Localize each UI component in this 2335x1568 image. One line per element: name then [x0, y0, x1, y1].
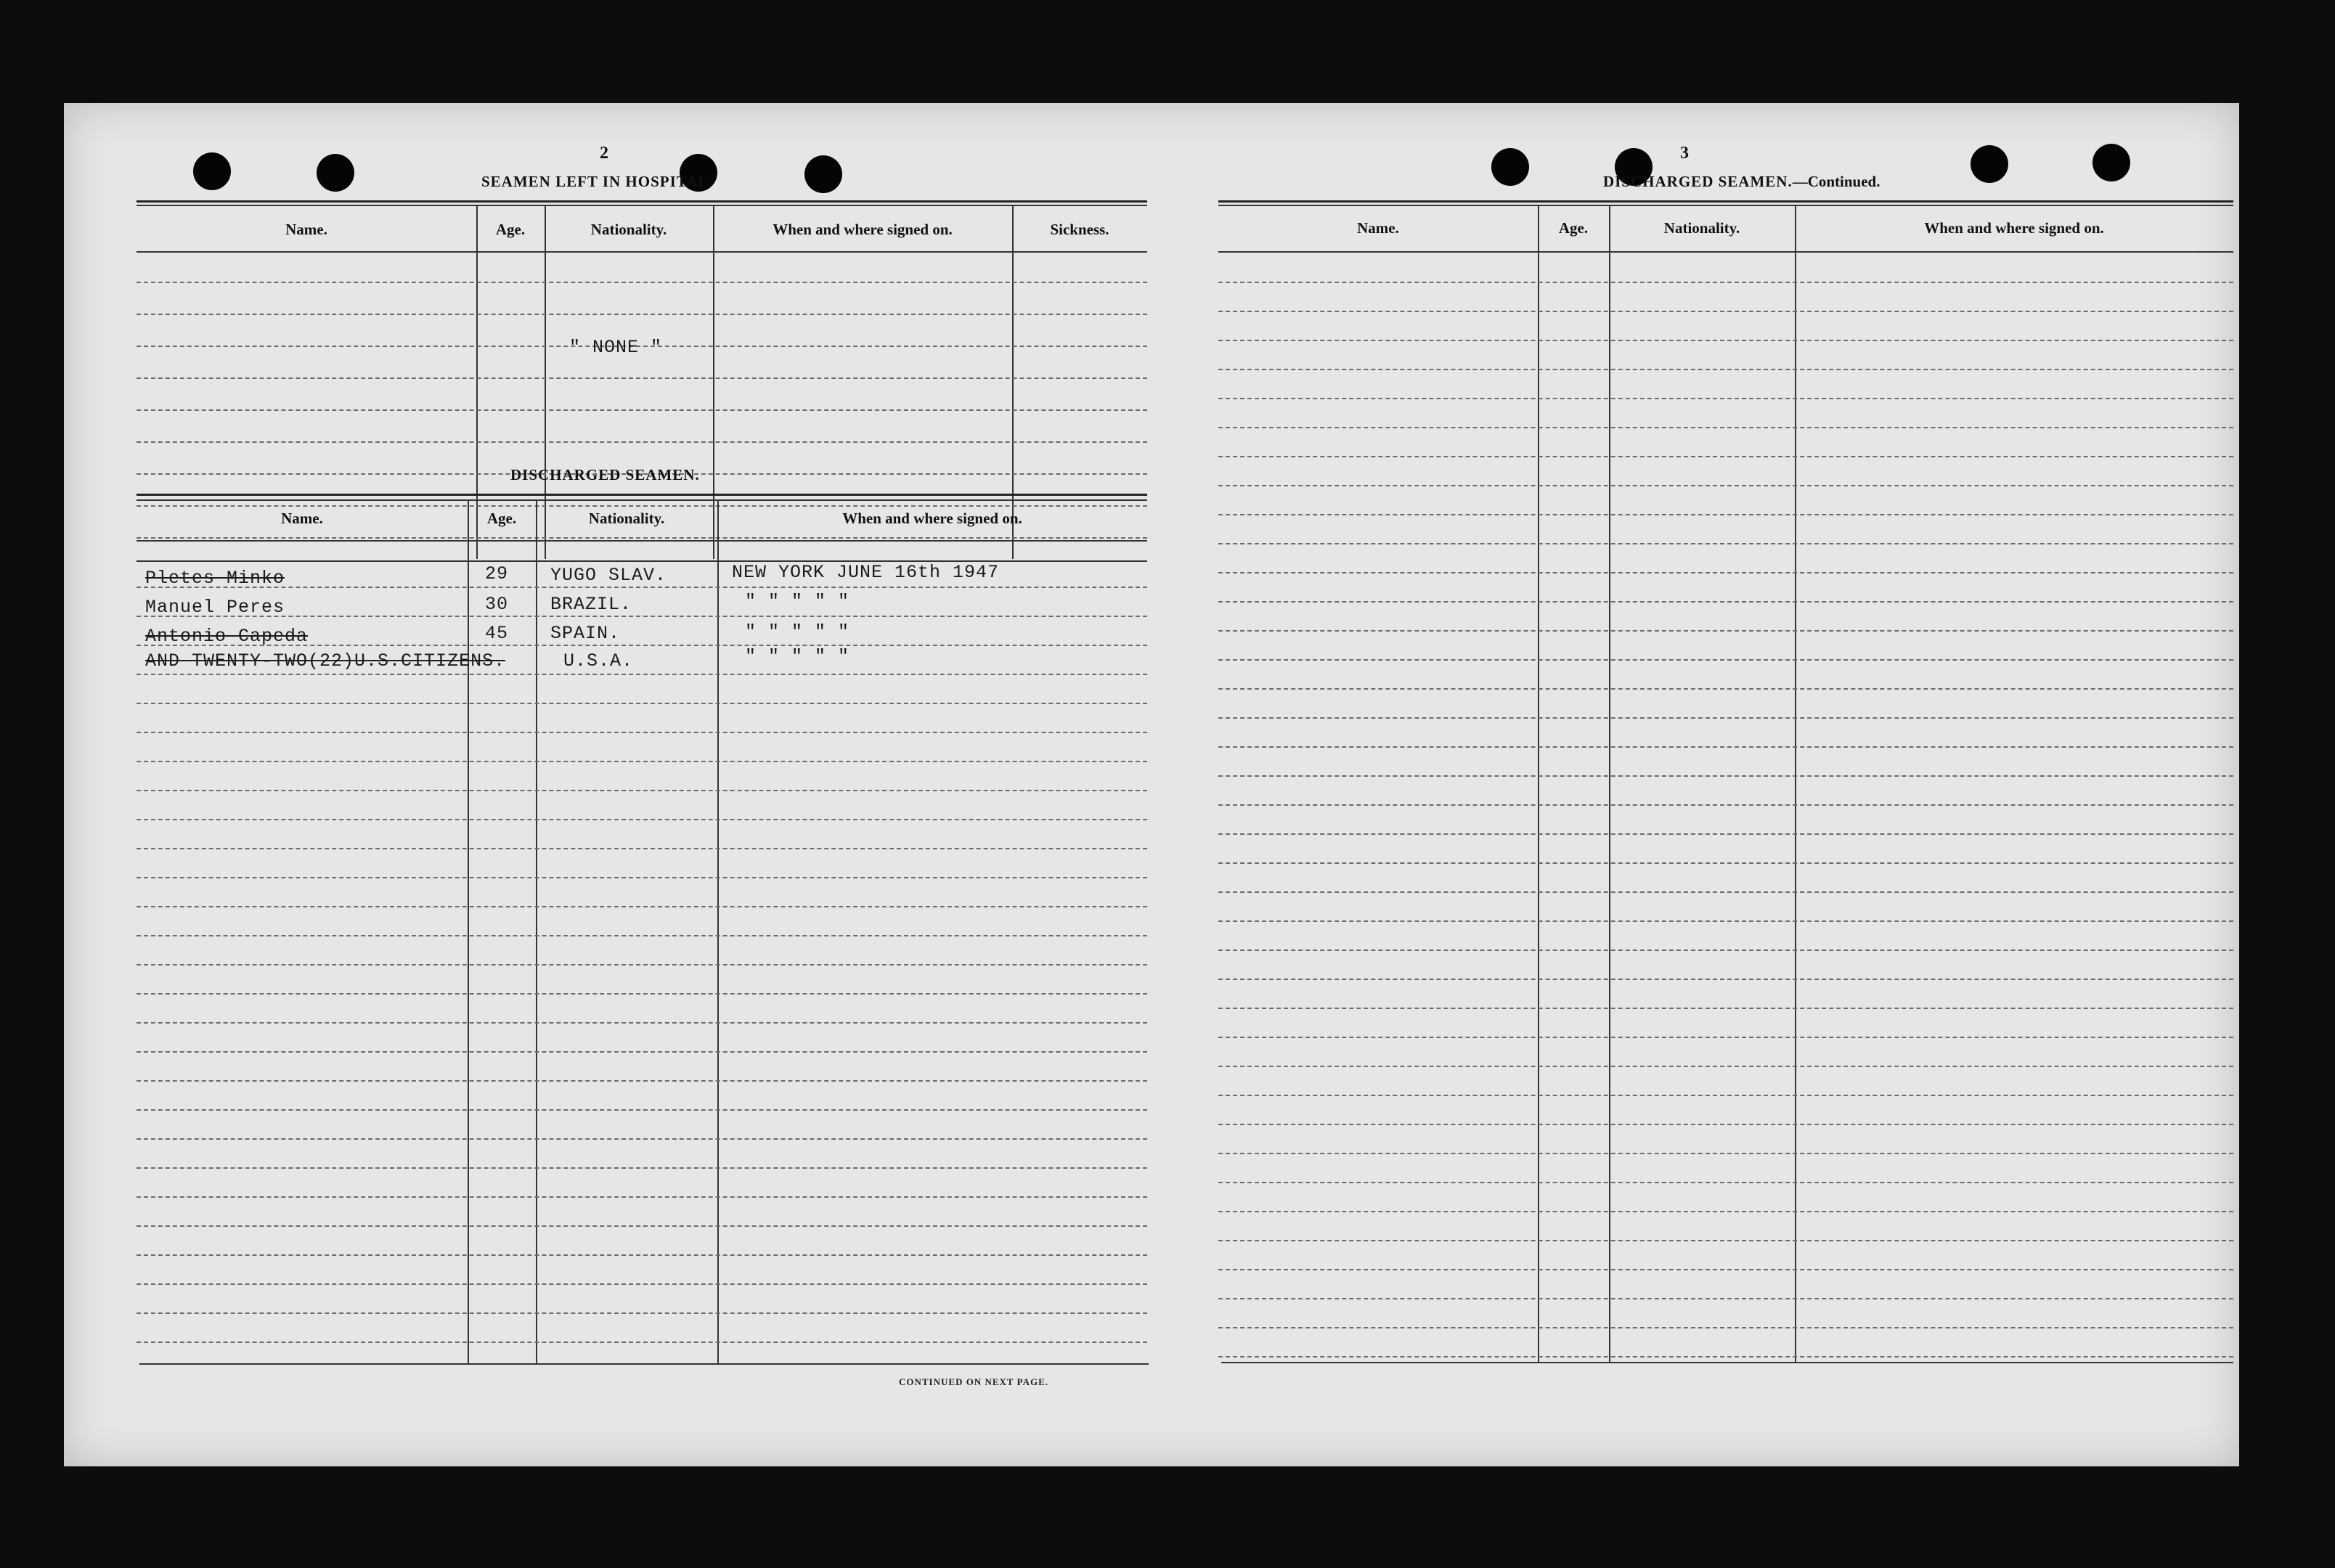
seaman-name: Pletes Minko — [145, 568, 285, 589]
column-header-age: Age. — [1558, 219, 1589, 237]
ruled-line — [136, 761, 1147, 762]
ruled-line — [1218, 427, 2233, 428]
ruled-line — [136, 314, 1147, 315]
signed-on: " " " " " — [745, 621, 850, 642]
column-header-signed-on: When and where signed on. — [842, 510, 1022, 527]
ruled-line — [1218, 1037, 2233, 1038]
ruled-line — [1218, 717, 2233, 719]
ruled-line — [136, 1051, 1147, 1053]
ruled-line — [1218, 398, 2233, 399]
ruled-line — [1218, 340, 2233, 341]
seaman-name: Antonio Capeda — [145, 626, 309, 647]
page-number: 2 — [600, 144, 608, 163]
ruled-line — [1218, 1327, 2233, 1328]
ruled-line — [136, 1196, 1147, 1198]
ruled-line — [1218, 1182, 2233, 1183]
ruled-line — [1218, 1124, 2233, 1125]
ruled-line — [1218, 1269, 2233, 1270]
title-suffix: —Continued. — [1792, 173, 1880, 190]
title-main: DISCHARGED SEAMEN. — [1603, 173, 1793, 190]
seaman-age: 45 — [485, 623, 509, 644]
column-header-age: Age. — [495, 221, 526, 238]
ruled-line — [1218, 979, 2233, 980]
column-header-age: Age. — [486, 510, 517, 527]
ruled-line — [1218, 630, 2233, 632]
ruled-line — [1218, 950, 2233, 951]
seaman-nationality: SPAIN. — [550, 623, 621, 644]
section-title — [1603, 173, 1880, 191]
ruled-line — [136, 616, 1147, 617]
divider — [136, 205, 1147, 206]
column-header-name: Name. — [1357, 219, 1399, 237]
column-header-sickness: Sickness. — [1050, 221, 1109, 238]
ruled-line — [1218, 746, 2233, 748]
ruled-line — [136, 848, 1147, 849]
ruled-line — [1218, 804, 2233, 806]
ruled-line — [136, 703, 1147, 704]
ruled-line — [136, 537, 1147, 539]
ruled-line — [136, 441, 1147, 443]
ruled-line — [136, 1342, 1147, 1343]
ruled-line — [1218, 514, 2233, 515]
ruled-line — [136, 1022, 1147, 1024]
divider — [136, 494, 1147, 496]
ruled-line — [1218, 659, 2233, 661]
column-divider — [1538, 206, 1539, 1362]
page-number: 3 — [1680, 144, 1689, 163]
column-divider — [1609, 206, 1610, 1362]
ruled-line — [136, 877, 1147, 878]
signed-on: NEW YORK JUNE 16th 1947 — [732, 562, 1000, 583]
ruled-line — [1218, 1298, 2233, 1299]
ruled-line — [1218, 369, 2233, 370]
ruled-line — [1218, 485, 2233, 486]
column-header-signed-on: When and where signed on. — [1924, 219, 2104, 237]
ruled-line — [1218, 833, 2233, 835]
column-header-signed-on: When and where signed on. — [773, 221, 953, 238]
ruled-line — [1218, 891, 2233, 893]
ruled-line — [1218, 920, 2233, 922]
seaman-nationality: BRAZIL. — [550, 594, 632, 615]
seaman-age: 30 — [485, 594, 509, 615]
signed-on: " " " " " — [745, 591, 850, 612]
ruled-line — [1218, 543, 2233, 544]
ruled-line — [1218, 601, 2233, 603]
column-divider — [1795, 206, 1796, 1362]
seaman-name: Manuel Peres — [145, 597, 285, 618]
ruled-line — [136, 1167, 1147, 1169]
ruled-line — [136, 906, 1147, 907]
ruled-line — [136, 993, 1147, 995]
ruled-line — [1218, 1211, 2233, 1212]
section-title: DISCHARGED SEAMEN. — [510, 466, 700, 483]
header-rule — [136, 251, 1147, 253]
seaman-nationality: U.S.A. — [563, 650, 634, 671]
bottom-rule — [139, 1363, 1149, 1365]
ruled-line — [136, 732, 1147, 733]
column-header-name: Name. — [281, 510, 323, 527]
seaman-age: 29 — [485, 563, 509, 584]
ruled-line — [136, 505, 1147, 507]
right-page — [1153, 103, 2239, 1466]
column-divider — [717, 501, 719, 1365]
ruled-line — [1218, 1153, 2233, 1154]
ruled-line — [1218, 1008, 2233, 1009]
ruled-line — [1218, 1066, 2233, 1067]
ruled-line — [136, 282, 1147, 283]
column-header-nationality: Nationality. — [588, 510, 665, 527]
ruled-line — [136, 377, 1147, 379]
ruled-line — [1218, 1356, 2233, 1357]
divider — [1218, 200, 2233, 203]
ruled-line — [1218, 1240, 2233, 1241]
column-divider — [536, 501, 537, 1365]
ruled-line — [136, 1109, 1147, 1111]
ruled-line — [136, 1138, 1147, 1140]
ruled-line — [136, 819, 1147, 820]
ruled-line — [136, 790, 1147, 791]
ruled-line — [1218, 282, 2233, 283]
column-header-nationality: Nationality. — [1663, 219, 1740, 237]
divider — [136, 499, 1147, 501]
ruled-line — [136, 935, 1147, 936]
ruled-line — [136, 587, 1147, 588]
column-divider — [468, 501, 469, 1365]
ruled-line — [136, 1283, 1147, 1285]
signed-on: " " " " " — [745, 646, 850, 667]
divider — [1218, 205, 2233, 206]
ruled-line — [1218, 775, 2233, 777]
footer-note: CONTINUED ON NEXT PAGE. — [899, 1376, 1048, 1387]
document-sheet — [64, 103, 2239, 1466]
ruled-line — [136, 1225, 1147, 1227]
ruled-line — [136, 1080, 1147, 1082]
column-header-nationality: Nationality. — [590, 221, 667, 238]
ruled-line — [136, 674, 1147, 675]
ruled-line — [1218, 862, 2233, 864]
ruled-line — [1218, 572, 2233, 573]
ruled-line — [136, 409, 1147, 411]
left-page — [64, 103, 1153, 1466]
ruled-line — [1218, 688, 2233, 690]
ruled-line — [136, 964, 1147, 965]
hospital-entry-none: " NONE " — [569, 337, 663, 358]
ruled-line — [1218, 311, 2233, 312]
divider — [136, 200, 1147, 203]
column-header-name: Name. — [285, 221, 327, 238]
section-title: SEAMEN LEFT IN HOSPITAL. — [481, 173, 714, 190]
ruled-line — [1218, 1095, 2233, 1096]
ruled-line — [1218, 456, 2233, 457]
header-rule — [1218, 251, 2233, 253]
header-rule — [136, 540, 1147, 542]
seaman-nationality: YUGO SLAV. — [550, 565, 667, 586]
ruled-line — [136, 1254, 1147, 1256]
bottom-rule — [1221, 1362, 2233, 1363]
seaman-name: AND TWENTY-TWO(22)U.S.CITIZENS. — [145, 650, 506, 671]
ruled-line — [136, 1312, 1147, 1314]
